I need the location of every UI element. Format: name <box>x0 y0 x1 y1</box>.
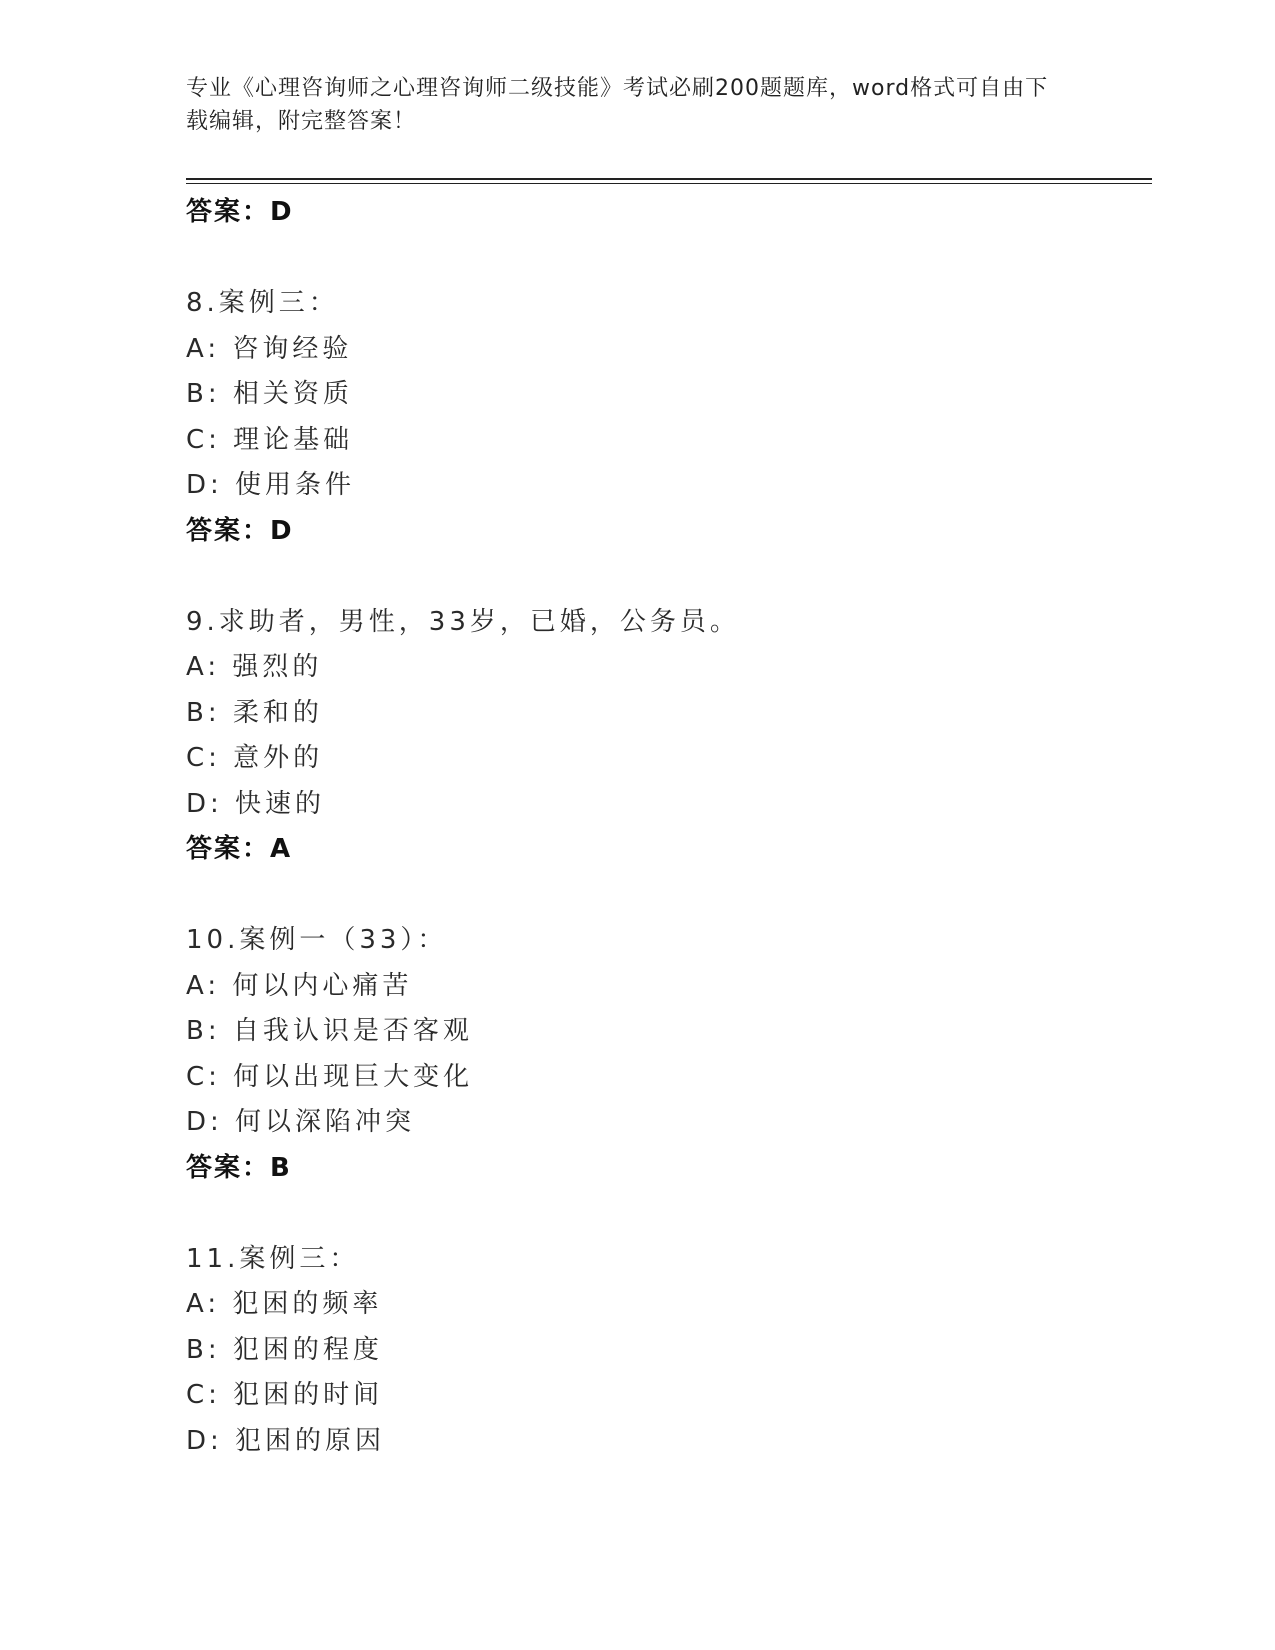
question-9-option-c: C: 意外的 <box>186 743 324 773</box>
spacer <box>186 554 1146 600</box>
spacer <box>186 1191 1146 1237</box>
question-11-option-a: A: 犯困的频率 <box>186 1289 383 1319</box>
question-10-option-b: B: 自我认识是否客观 <box>186 1016 473 1046</box>
question-9-option-d: D: 快速的 <box>186 788 326 819</box>
question-9-text: 9.求助者，男性，33岁，已婚，公务员。 <box>186 606 740 637</box>
question-11-option-d: D: 犯困的原因 <box>186 1425 386 1456</box>
spacer <box>186 873 1146 919</box>
question-8-option-a: A: 咨询经验 <box>186 333 353 364</box>
question-11-text: 11.案例三： <box>186 1243 360 1274</box>
header-divider-thick <box>186 178 1152 180</box>
question-10-text: 10.案例一（33）： <box>186 925 448 955</box>
question-9-option-b: B: 柔和的 <box>186 697 323 728</box>
question-8-option-c: C: 理论基础 <box>186 424 354 455</box>
question-8-answer: 答案：D <box>186 515 294 546</box>
question-10-option-d: D: 何以深陷冲突 <box>186 1107 416 1137</box>
question-8-option-b: B: 相关资质 <box>186 379 353 409</box>
question-list <box>186 190 1146 1464</box>
question-11-option-c: C: 犯困的时间 <box>186 1380 384 1410</box>
question-9-answer: 答案：A <box>186 834 293 864</box>
question-11-option-b: B: 犯困的程度 <box>186 1334 383 1365</box>
question-10-option-c: C: 何以出现巨大变化 <box>186 1061 474 1092</box>
question-10-answer: 答案：B <box>186 1152 292 1183</box>
question-9-option-a: A: 强烈的 <box>186 652 323 682</box>
spacer <box>186 236 1146 282</box>
question-8-text: 8.案例三： <box>186 288 339 318</box>
header-divider-thin <box>186 183 1152 184</box>
previous-answer: 答案：D <box>186 197 294 227</box>
question-8-option-d: D: 使用条件 <box>186 470 356 500</box>
question-10-option-a: A: 何以内心痛苦 <box>186 970 413 1001</box>
document-intro: 专业《心理咨询师之心理咨询师二级技能》考试必刷200题题库，word格式可自由下载编辑，附完整答案！ <box>186 76 1049 134</box>
